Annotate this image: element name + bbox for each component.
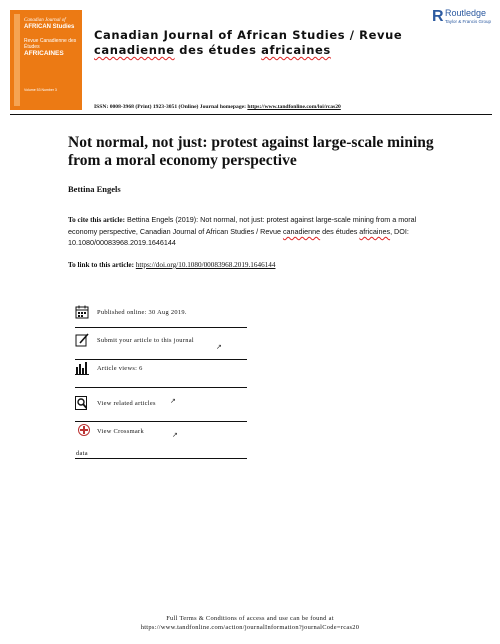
publisher-logo: [432, 8, 494, 30]
doi-link[interactable]: 10.1080/00083968.2019.1646144: [68, 238, 176, 247]
citation-label: To cite this article:: [68, 216, 126, 224]
citation-text: africaines: [359, 227, 391, 236]
article-link-line: [68, 260, 448, 271]
citation-text: Bettina Engels (2019): Not normal, not just: protest against large-scale mining from a moral economy perspective, Canadian Journal of African Studies / Revue: [68, 215, 417, 236]
edit-pencil-icon: [75, 333, 89, 347]
magnifier-document-icon: [75, 396, 89, 410]
header-divider: [10, 114, 492, 115]
article-author: Bettina Engels: [68, 184, 121, 194]
related-articles-link[interactable]: View related articles: [97, 400, 156, 407]
cover-line-2: AFRICAN Studies: [24, 24, 75, 30]
cover-stripe: [14, 14, 20, 106]
submit-article-link[interactable]: Submit your article to this journal: [97, 337, 194, 344]
journal-title-part: des études: [174, 43, 262, 57]
journal-title: [94, 28, 424, 58]
terms-footer: [0, 614, 500, 632]
issn-text: ISSN: 0008-3968 (Print) 1923-3051 (Online) Journal homepage:: [94, 104, 248, 110]
issn-line: [94, 103, 494, 111]
journal-title-part: canadienne: [94, 43, 175, 57]
article-views-text: Article views: 6: [97, 365, 143, 372]
published-online-row: [75, 305, 247, 321]
terms-url-link[interactable]: https://www.tandfonline.com/action/journalInformation?journalCode=rcas20: [140, 624, 360, 631]
article-title: Not normal, not just: protest against large-scale mining from a moral economy perspective: [68, 134, 434, 169]
crossmark-data-text[interactable]: data: [76, 450, 88, 457]
external-link-icon: ↗: [172, 431, 179, 439]
external-link-icon: ↗: [170, 397, 177, 405]
citation-text: , DOI:: [390, 227, 409, 236]
divider: [75, 327, 247, 328]
divider: [75, 387, 247, 388]
divider: [75, 359, 247, 360]
published-online-text: Published online: 30 Aug 2019.: [97, 309, 187, 316]
journal-title-part: africaines: [261, 43, 331, 57]
related-articles-row[interactable]: [75, 396, 247, 412]
cover-line-5: Volume 53 Number 3: [24, 88, 57, 92]
crossmark-row[interactable]: [75, 424, 247, 462]
publisher-name: Routledge: [445, 8, 487, 18]
citation-text: canadienne: [282, 227, 321, 236]
routledge-r-icon: R: [432, 8, 444, 25]
citation-block: [68, 214, 438, 248]
terms-line: Full Terms & Conditions of access and use can be found at: [166, 615, 334, 622]
journal-cover-image: [10, 10, 82, 110]
submit-article-row[interactable]: [75, 333, 247, 355]
external-link-icon: ↗: [216, 343, 223, 351]
crossmark-link[interactable]: View Crossmark: [97, 428, 144, 435]
cover-line-3: Revue Canadienne des Études: [24, 38, 77, 50]
crossmark-logo-icon: [75, 424, 93, 438]
cover-line-1: Canadian Journal of: [24, 18, 66, 23]
cover-line-4: AFRICAINES: [24, 50, 64, 57]
citation-text: des études: [320, 227, 360, 236]
article-doi-link[interactable]: https://doi.org/10.1080/00083968.2019.1646144: [135, 261, 276, 269]
journal-homepage-link[interactable]: https://www.tandfonline.com/loi/rcas20: [247, 104, 341, 110]
link-label: To link to this article:: [68, 261, 136, 269]
journal-title-part: Canadian Journal of African Studies / Revue: [94, 28, 403, 42]
divider: [75, 458, 247, 459]
bar-chart-icon: [75, 361, 89, 375]
publisher-subtitle: Taylor & Francis Group: [445, 19, 492, 24]
divider: [75, 421, 247, 422]
article-views-row: [75, 361, 247, 375]
calendar-icon: [75, 305, 89, 319]
